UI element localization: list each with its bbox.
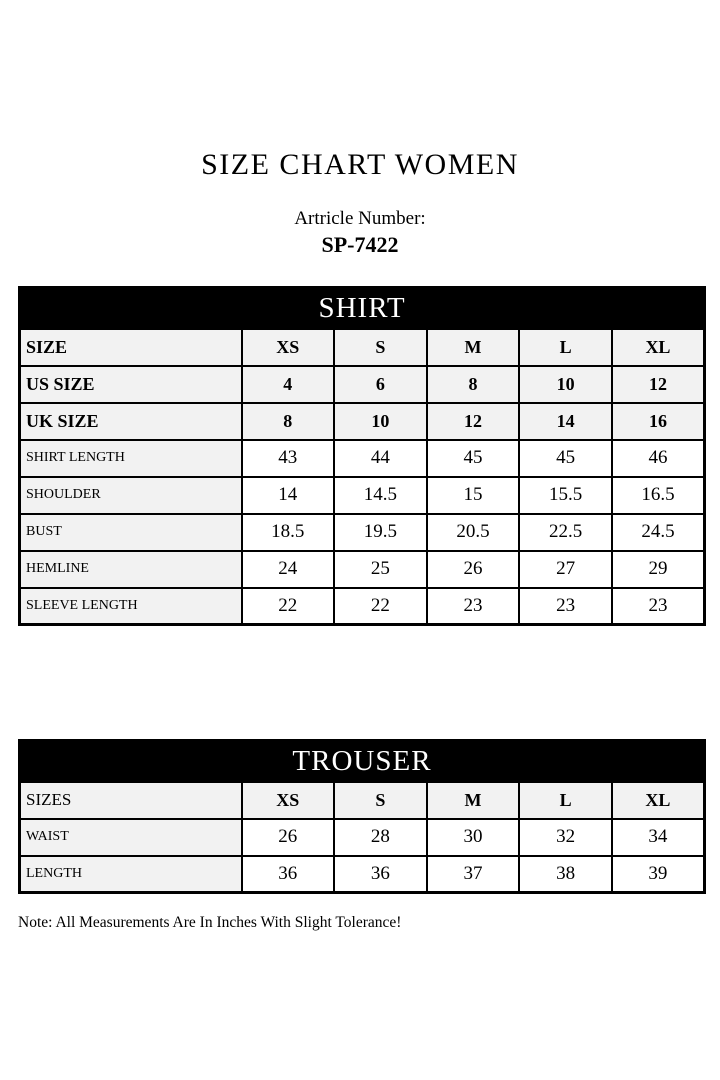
value-cell: 34 xyxy=(612,819,705,856)
value-cell: 12 xyxy=(427,403,520,440)
table-row-bust xyxy=(20,514,705,551)
value-cell: 20.5 xyxy=(427,514,520,551)
value-cell: L xyxy=(519,782,612,819)
value-cell: 23 xyxy=(519,588,612,625)
value-cell: 24.5 xyxy=(612,514,705,551)
article-number-label: Artricle Number: xyxy=(294,208,426,229)
table-row-size xyxy=(20,329,705,366)
value-cell: 16 xyxy=(612,403,705,440)
row-label: WAIST xyxy=(20,819,242,856)
row-label: HEMLINE xyxy=(20,551,242,588)
table-row-waist xyxy=(20,819,705,856)
row-label: SHOULDER xyxy=(20,477,242,514)
value-cell: S xyxy=(334,782,427,819)
value-cell: S xyxy=(334,329,427,366)
value-cell: L xyxy=(519,329,612,366)
value-cell: 28 xyxy=(334,819,427,856)
value-cell: 26 xyxy=(427,551,520,588)
value-cell: 22.5 xyxy=(519,514,612,551)
trouser-size-table xyxy=(18,739,706,894)
value-cell: 10 xyxy=(519,366,612,403)
table-row-sizes xyxy=(20,782,705,819)
row-label: SHIRT LENGTH xyxy=(20,440,242,477)
value-cell: 22 xyxy=(334,588,427,625)
value-cell: 26 xyxy=(242,819,335,856)
value-cell: 12 xyxy=(612,366,705,403)
value-cell: 15 xyxy=(427,477,520,514)
value-cell: 29 xyxy=(612,551,705,588)
table-row-shoulder xyxy=(20,477,705,514)
value-cell: 37 xyxy=(427,856,520,893)
value-cell: XS xyxy=(242,782,335,819)
value-cell: 8 xyxy=(242,403,335,440)
value-cell: 46 xyxy=(612,440,705,477)
value-cell: 22 xyxy=(242,588,335,625)
value-cell: 23 xyxy=(427,588,520,625)
value-cell: 30 xyxy=(427,819,520,856)
value-cell: XL xyxy=(612,329,705,366)
row-label: LENGTH xyxy=(20,856,242,893)
page-title: SIZE CHART WOMEN xyxy=(201,148,519,181)
value-cell: 10 xyxy=(334,403,427,440)
row-label: BUST xyxy=(20,514,242,551)
value-cell: 39 xyxy=(612,856,705,893)
value-cell: 43 xyxy=(242,440,335,477)
value-cell: 36 xyxy=(242,856,335,893)
table-row-us-size xyxy=(20,366,705,403)
value-cell: 14 xyxy=(519,403,612,440)
value-cell: 27 xyxy=(519,551,612,588)
value-cell: 44 xyxy=(334,440,427,477)
shirt-table-title: SHIRT xyxy=(20,288,705,329)
value-cell: 32 xyxy=(519,819,612,856)
value-cell: XL xyxy=(612,782,705,819)
value-cell: 15.5 xyxy=(519,477,612,514)
table-row-hemline xyxy=(20,551,705,588)
value-cell: 4 xyxy=(242,366,335,403)
row-label: US SIZE xyxy=(20,366,242,403)
table-row-sleeve-length xyxy=(20,588,705,625)
measurement-note: Note: All Measurements Are In Inches With Slight Tolerance! xyxy=(18,914,402,931)
value-cell: 24 xyxy=(242,551,335,588)
value-cell: 19.5 xyxy=(334,514,427,551)
value-cell: 45 xyxy=(519,440,612,477)
value-cell: 36 xyxy=(334,856,427,893)
table-row-length xyxy=(20,856,705,893)
value-cell: 14.5 xyxy=(334,477,427,514)
value-cell: 45 xyxy=(427,440,520,477)
value-cell: 18.5 xyxy=(242,514,335,551)
row-label: SLEEVE LENGTH xyxy=(20,588,242,625)
row-label: SIZE xyxy=(20,329,242,366)
table-row-shirt-length xyxy=(20,440,705,477)
value-cell: XS xyxy=(242,329,335,366)
table-row-uk-size xyxy=(20,403,705,440)
row-label: UK SIZE xyxy=(20,403,242,440)
value-cell: 6 xyxy=(334,366,427,403)
value-cell: 38 xyxy=(519,856,612,893)
trouser-table-title: TROUSER xyxy=(20,741,705,782)
value-cell: 14 xyxy=(242,477,335,514)
shirt-table-header-band xyxy=(20,288,705,329)
value-cell: 8 xyxy=(427,366,520,403)
value-cell: 23 xyxy=(612,588,705,625)
value-cell: 25 xyxy=(334,551,427,588)
row-label: SIZES xyxy=(20,782,242,819)
article-number-value: SP-7422 xyxy=(321,232,399,257)
trouser-table-header-band xyxy=(20,741,705,782)
value-cell: 16.5 xyxy=(612,477,705,514)
value-cell: M xyxy=(427,329,520,366)
value-cell: M xyxy=(427,782,520,819)
shirt-size-table xyxy=(18,286,706,626)
